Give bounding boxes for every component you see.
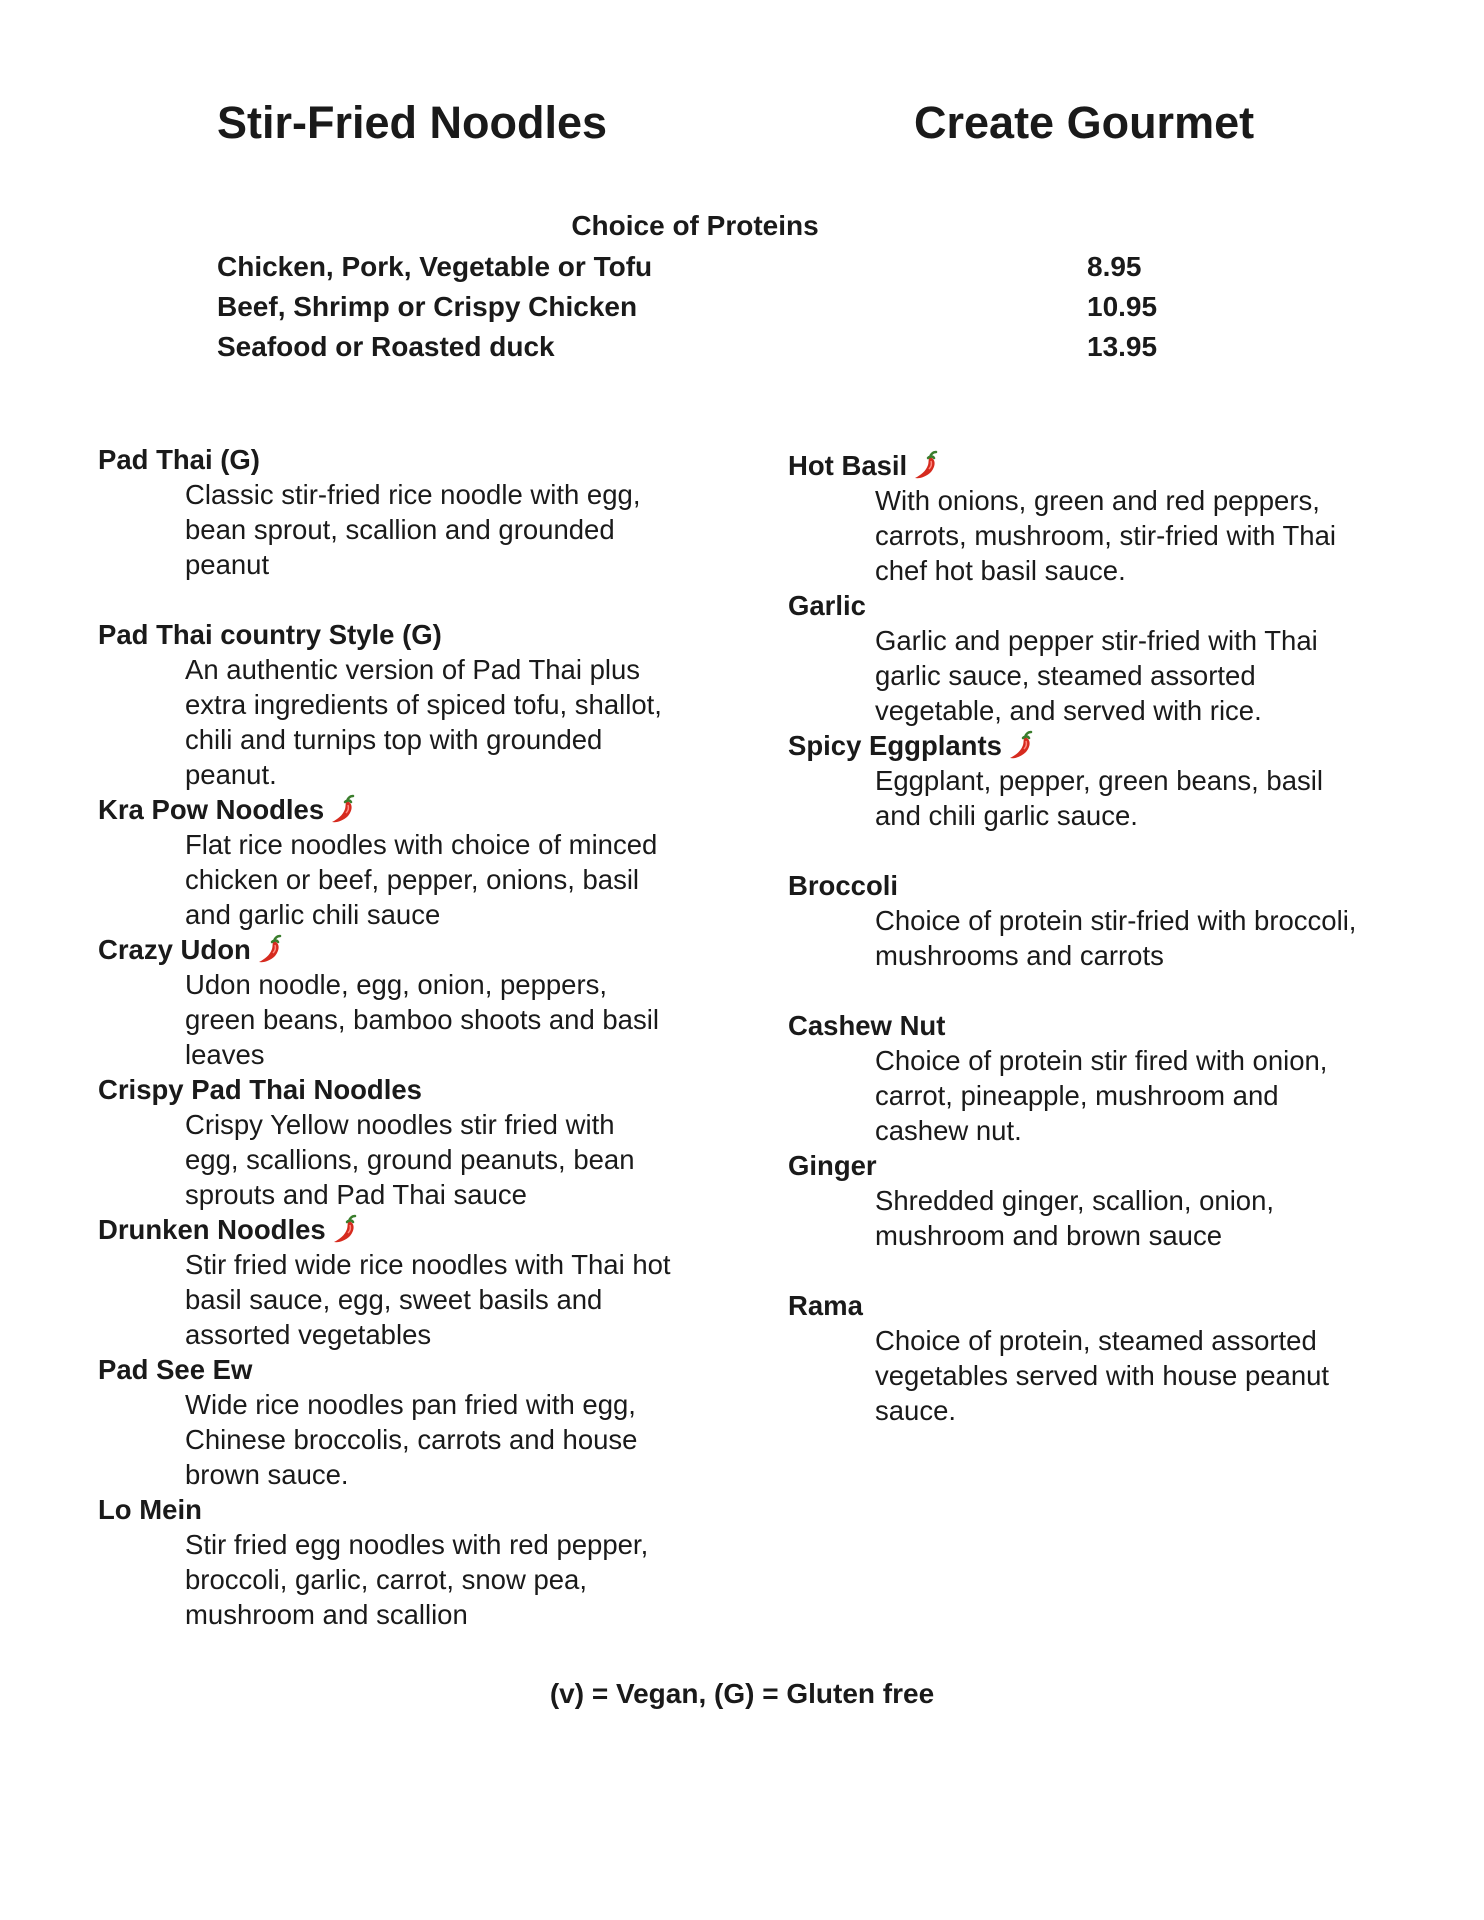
description-line: Choice of protein, steamed assorted xyxy=(875,1325,1317,1356)
dietary-legend: (v) = Vegan, (G) = Gluten free xyxy=(549,1678,935,1709)
description-line: An authentic version of Pad Thai plus xyxy=(185,654,641,685)
menu-item-description xyxy=(875,623,1408,728)
menu-item-name-row xyxy=(98,1072,718,1107)
menu-item-name: Crazy Udon xyxy=(98,934,251,965)
menu-item-name-row xyxy=(98,1212,718,1247)
chili-pepper-icon xyxy=(1006,730,1036,762)
menu-item-name: Drunken Noodles xyxy=(98,1214,326,1245)
menu-item-description xyxy=(875,1183,1408,1253)
menu-item-name: Cashew Nut xyxy=(788,1010,946,1041)
menu-item-name-row xyxy=(98,617,718,652)
description-line: Stir fried egg noodles with red pepper, xyxy=(185,1529,649,1560)
description-line: and chili garlic sauce. xyxy=(875,800,1138,831)
description-line: mushroom and scallion xyxy=(185,1599,468,1630)
description-line: sprouts and Pad Thai sauce xyxy=(185,1179,527,1210)
section-title-create-gourmet: Create Gourmet xyxy=(914,97,1255,148)
menu-item xyxy=(98,442,718,617)
description-line: carrot, pineapple, mushroom and xyxy=(875,1080,1279,1111)
menu-item-description xyxy=(875,763,1408,833)
menu-item xyxy=(98,792,718,932)
stir-fried-noodles-list xyxy=(98,442,718,1632)
menu-item xyxy=(788,728,1408,868)
menu-item xyxy=(788,1288,1408,1428)
menu-item-name-row xyxy=(98,792,718,827)
menu-item-description xyxy=(875,903,1408,973)
description-line: peanut xyxy=(185,549,270,580)
menu-item-name-row xyxy=(98,1352,718,1387)
menu-item-description xyxy=(875,1323,1408,1428)
description-line: sauce. xyxy=(875,1395,957,1426)
menu-item-name: Lo Mein xyxy=(98,1494,202,1525)
description-line: bean sprout, scallion and grounded xyxy=(185,514,615,545)
description-line: brown sauce. xyxy=(185,1459,349,1490)
menu-item-name-row xyxy=(788,1148,1408,1183)
description-line: With onions, green and red peppers, xyxy=(875,485,1320,516)
description-line: green beans, bamboo shoots and basil xyxy=(185,1004,659,1035)
description-line: Chinese broccolis, carrots and house xyxy=(185,1424,638,1455)
description-line: Wide rice noodles pan fried with egg, xyxy=(185,1389,636,1420)
description-line: and garlic chili sauce xyxy=(185,899,441,930)
create-gourmet-list xyxy=(788,448,1408,1428)
description-line: chef hot basil sauce. xyxy=(875,555,1126,586)
description-line: assorted vegetables xyxy=(185,1319,432,1350)
menu-item xyxy=(788,588,1408,728)
menu-item xyxy=(98,1352,718,1492)
description-line: mushrooms and carrots xyxy=(875,940,1164,971)
menu-item-name-row xyxy=(98,442,718,477)
item-spacer xyxy=(788,833,1408,868)
description-line: Crispy Yellow noodles stir fried with xyxy=(185,1109,615,1140)
item-spacer xyxy=(788,973,1408,1008)
description-line: Shredded ginger, scallion, onion, xyxy=(875,1185,1275,1216)
menu-item-name-row xyxy=(788,448,1408,483)
description-line: Choice of protein stir-fried with broccoli, xyxy=(875,905,1357,936)
menu-item-description xyxy=(185,1527,718,1632)
section-title-stir-fried-noodles: Stir-Fried Noodles xyxy=(217,97,608,148)
menu-item-name-row xyxy=(98,932,718,967)
menu-item xyxy=(98,1072,718,1212)
menu-item-name-row xyxy=(788,1288,1408,1323)
description-line: Classic stir-fried rice noodle with egg, xyxy=(185,479,641,510)
menu-item-description xyxy=(185,652,718,792)
menu-item xyxy=(98,1492,718,1632)
menu-item-description xyxy=(185,1107,718,1212)
description-line: Choice of protein stir fired with onion, xyxy=(875,1045,1328,1076)
menu-item-name: Broccoli xyxy=(788,870,899,901)
chili-pepper-icon xyxy=(328,794,358,826)
description-line: Stir fried wide rice noodles with Thai hot xyxy=(185,1249,671,1280)
description-line: chili and turnips top with grounded xyxy=(185,724,603,755)
description-line: Eggplant, pepper, green beans, basil xyxy=(875,765,1323,796)
menu-item-description xyxy=(185,477,718,582)
description-line: egg, scallions, ground peanuts, bean xyxy=(185,1144,635,1175)
menu-item xyxy=(98,617,718,792)
protein-price: 13.95 xyxy=(1087,331,1158,362)
menu-item-name: Garlic xyxy=(788,590,866,621)
description-line: leaves xyxy=(185,1039,265,1070)
description-line: peanut. xyxy=(185,759,277,790)
menu-item-name: Ginger xyxy=(788,1150,877,1181)
menu-item-description xyxy=(185,1247,718,1352)
proteins-heading: Choice of Proteins xyxy=(571,210,819,241)
description-line: chicken or beef, pepper, onions, basil xyxy=(185,864,640,895)
protein-price: 8.95 xyxy=(1087,251,1142,282)
menu-item xyxy=(98,1212,718,1352)
menu-item-description xyxy=(185,967,718,1072)
menu-item-name-row xyxy=(788,728,1408,763)
menu-item-name: Pad Thai country Style (G) xyxy=(98,619,442,650)
description-line: vegetable, and served with rice. xyxy=(875,695,1262,726)
description-line: broccoli, garlic, carrot, snow pea, xyxy=(185,1564,587,1595)
menu-item-name: Rama xyxy=(788,1290,863,1321)
chili-pepper-icon xyxy=(330,1214,360,1246)
menu-item-name: Hot Basil xyxy=(788,450,908,481)
menu-item-name-row xyxy=(98,1492,718,1527)
description-line: Udon noodle, egg, onion, peppers, xyxy=(185,969,607,1000)
menu-item-description xyxy=(185,1387,718,1492)
menu-item-description xyxy=(875,1043,1408,1148)
menu-item-name-row xyxy=(788,1008,1408,1043)
menu-item xyxy=(788,1148,1408,1288)
menu-item xyxy=(98,932,718,1072)
menu-item-name-row xyxy=(788,868,1408,903)
description-line: cashew nut. xyxy=(875,1115,1022,1146)
menu-item-name: Pad Thai (G) xyxy=(98,444,260,475)
description-line: garlic sauce, steamed assorted xyxy=(875,660,1256,691)
chili-pepper-icon xyxy=(255,934,285,966)
menu-item-name: Spicy Eggplants xyxy=(788,730,1002,761)
protein-name: Chicken, Pork, Vegetable or Tofu xyxy=(217,251,653,282)
menu-item-description xyxy=(875,483,1408,588)
menu-item xyxy=(788,1008,1408,1148)
description-line: vegetables served with house peanut xyxy=(875,1360,1330,1391)
description-line: Garlic and pepper stir-fried with Thai xyxy=(875,625,1318,656)
menu-item-description xyxy=(185,827,718,932)
description-line: basil sauce, egg, sweet basils and xyxy=(185,1284,603,1315)
item-spacer xyxy=(98,582,718,617)
menu-item-name: Pad See Ew xyxy=(98,1354,253,1385)
description-line: carrots, mushroom, stir-fried with Thai xyxy=(875,520,1337,551)
menu-item xyxy=(788,868,1408,1008)
description-line: Flat rice noodles with choice of minced xyxy=(185,829,658,860)
menu-item-name: Crispy Pad Thai Noodles xyxy=(98,1074,422,1105)
description-line: extra ingredients of spiced tofu, shallot, xyxy=(185,689,662,720)
description-line: mushroom and brown sauce xyxy=(875,1220,1222,1251)
protein-name: Seafood or Roasted duck xyxy=(217,331,555,362)
protein-name: Beef, Shrimp or Crispy Chicken xyxy=(217,291,638,322)
menu-item xyxy=(788,448,1408,588)
menu-item-name-row xyxy=(788,588,1408,623)
chili-pepper-icon xyxy=(911,450,941,482)
menu-item-name: Kra Pow Noodles xyxy=(98,794,325,825)
protein-price: 10.95 xyxy=(1087,291,1158,322)
item-spacer xyxy=(788,1253,1408,1288)
